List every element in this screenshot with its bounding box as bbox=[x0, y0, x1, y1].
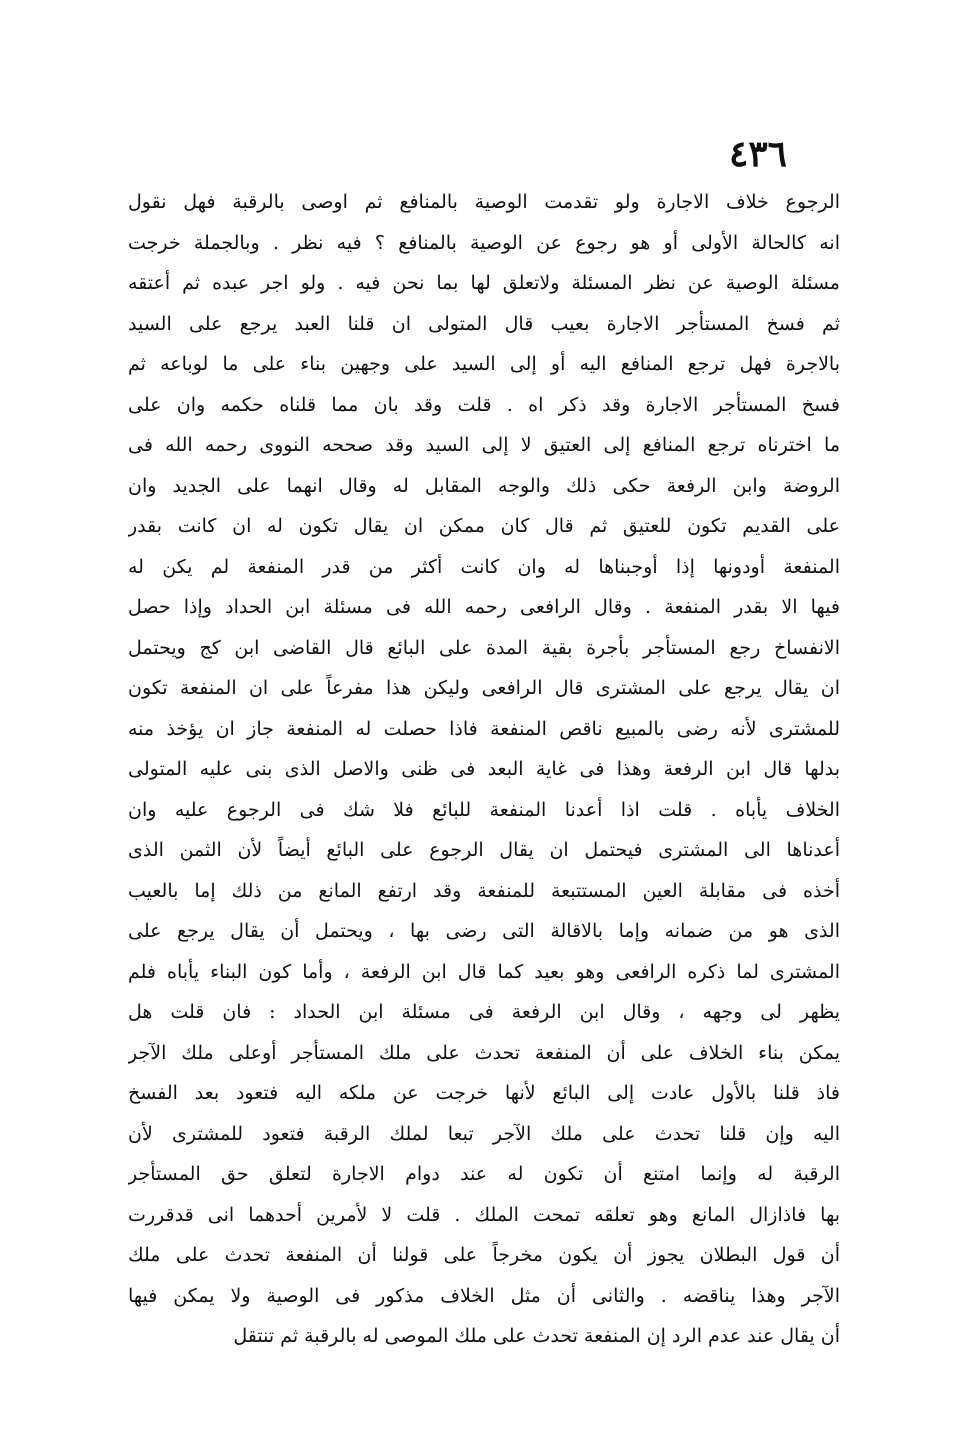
page-body-text bbox=[128, 182, 840, 1357]
text-line: أعدناها الى المشترى فيحتمل ان يقال الرجوع على البائع أيضاً لأن الثمن الذى bbox=[128, 839, 840, 861]
page-number: ٤٣٦ bbox=[728, 133, 787, 175]
text-line: ان يقال يرجع على المشترى قال الرافعى وليكن هذا مفرعاً على ان المنفعة تكون bbox=[128, 677, 840, 699]
text-line: أن قول البطلان يجوز أن يكون مخرجاً على قولنا أن المنفعة تحدث على ملك bbox=[128, 1244, 840, 1266]
text-line: يظهر لى وجهه ، وقال ابن الرفعة فى مسئلة ابن الحداد : فان قلت هل bbox=[128, 1001, 840, 1023]
text-line: اليه وإن قلنا تحدث على ملك الآجر تبعا لملك الرقبة فتعود للمشترى لأن bbox=[128, 1122, 840, 1145]
text-line: الآجر وهذا يناقضه . والثانى أن مثل الخلاف مذكور فى الوصية ولا يمكن فيها bbox=[128, 1284, 840, 1307]
text-line: يمكن بناء الخلاف على أن المنفعة تحدث على ملك المستأجر أوعلى ملك الآجر bbox=[128, 1041, 840, 1064]
text-line: مسئلة الوصية عن نظر المسئلة ولاتعلق لها بما نحن فيه . ولو اجر عبده ثم أعتقه bbox=[128, 272, 840, 294]
text-line: للمشترى لأنه رضى بالمبيع ناقص المنفعة فاذا حصلت له المنفعة جاز ان يؤخذ منه bbox=[128, 717, 840, 740]
text-line: فسخ المستأجر الاجارة وقد ذكر اه . قلت وقد بان مما قلناه حكمه وان على bbox=[128, 393, 840, 416]
text-line: بالاجرة فهل ترجع المنافع اليه أو إلى السيد على وجهين بناء على ما لوباعه ثم bbox=[128, 353, 840, 375]
text-line: انه كالحالة الأولى أو هو رجوع عن الوصية بالمنافع ؟ فيه نظر . وبالجملة خرجت bbox=[128, 231, 840, 254]
text-line: ثم فسخ المستأجر الاجارة بعيب قال المتولى ان قلنا العبد يرجع على السيد bbox=[128, 312, 840, 335]
text-line: فيها الا بقدر المنفعة . وقال الرافعى رحمه الله فى مسئلة ابن الحداد وإذا حصل bbox=[128, 596, 840, 618]
text-line: المشترى لما ذكره الرافعى وهو بعيد كما قال ابن الرفعة ، وأما كون البناء يأباه فلم bbox=[128, 960, 840, 983]
text-line: الرجوع خلاف الاجارة ولو تقدمت الوصية بالمنافع ثم اوصى بالرقبة فهل نقول bbox=[128, 191, 840, 213]
text-line: بدلها قال ابن الرفعة وهذا فى غاية البعد فى ظنى والاصل الذى بنى عليه المتولى bbox=[128, 758, 840, 780]
text-line: الخلاف يأباه . قلت اذا أعدنا المنفعة للبائع فلا شك فى الرجوع عليه وان bbox=[128, 798, 840, 821]
text-line: الروضة وابن الرفعة حكى ذلك والوجه المقابل له وقال انهما على الجديد وان bbox=[128, 474, 840, 497]
text-line: أن يقال عند عدم الرد إن المنفعة تحدث على ملك الموصى له بالرقبة ثم تنتقل bbox=[233, 1325, 840, 1347]
text-line: الرقبة له وإنما امتنع أن تكون له عند دوام الاجارة لتعلق حق المستأجر bbox=[128, 1163, 840, 1185]
text-line: الانفساخ رجع المستأجر بأجرة بقية المدة على البائع قال القاضى ابن كج ويحتمل bbox=[128, 636, 840, 659]
text-line: فاذ قلنا بالأول عادت إلى البائع لأنها خرجت عن ملكه اليه فتعود بعد الفسخ bbox=[128, 1082, 840, 1104]
text-line: أخذه فى مقابلة العين المستتبعة للمنفعة وقد ارتفع المانع من ذلك إما بالعيب bbox=[128, 879, 840, 902]
text-line: بها فاذازال المانع وهو تعلقه تمحت الملك . قلت لا لأمرين أحدهما انى قدقررت bbox=[128, 1203, 840, 1226]
text-line: على القديم تكون للعتيق ثم قال كان ممكن ان يقال تكون له ان كانت بقدر bbox=[128, 515, 840, 537]
text-line: المنفعة أودونها إذا أوجبناها له وان كانت أكثر من قدر المنفعة لم يكن له bbox=[128, 555, 840, 578]
text-line: الذى هو من ضمانه وإما بالاقالة التى رضى بها ، ويحتمل أن يقال يرجع على bbox=[128, 920, 840, 942]
text-line: ما اخترناه ترجع المنافع إلى العتيق لا إلى السيد وقد صححه النووى رحمه الله فى bbox=[128, 434, 840, 456]
